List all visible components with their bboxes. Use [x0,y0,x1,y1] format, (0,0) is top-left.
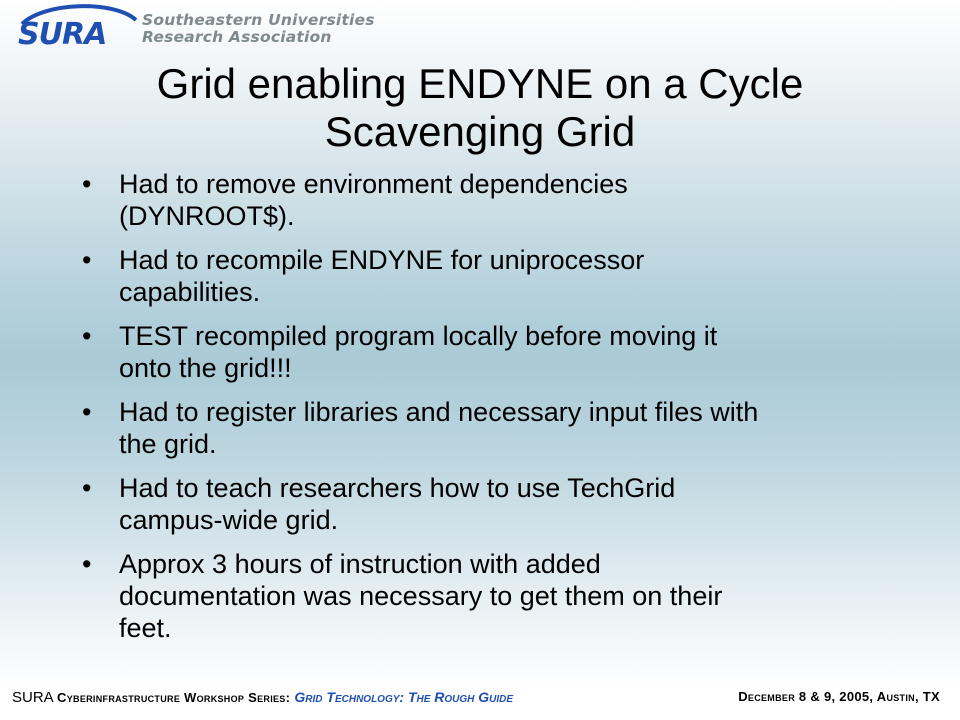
bullet-text [119,169,628,231]
org-name [142,12,375,46]
slide-title-line1: Grid enabling ENDYNE on a Cycle [156,60,804,107]
bullet-icon: • [82,169,92,199]
bullet-icon: • [82,321,92,351]
bullet-line: capabilities. [119,277,261,307]
sura-logo [14,4,140,48]
logo-text: SURA [18,17,107,48]
bullet-line: (DYNROOT$). [119,201,295,231]
footer-date-location: December 8 & 9, 2005, Austin, TX [738,689,940,704]
bullet-item-5 [82,472,912,536]
bullet-icon: • [82,549,92,579]
bullet-line: feet. [119,613,172,643]
slide-footer [12,686,940,710]
bullet-line: onto the grid!!! [119,353,292,383]
bullet-item-1 [82,168,912,232]
bullet-text [119,549,722,643]
bullet-icon: • [82,473,92,503]
bullet-item-3 [82,320,912,384]
bullet-icon: • [82,397,92,427]
bullet-icon: • [82,245,92,275]
bullet-line: Had to remove environment dependencies [119,169,628,199]
bullet-line: TEST recompiled program locally before moving it [119,321,718,351]
bullet-line: campus-wide grid. [119,505,339,535]
bullet-item-4 [82,396,912,460]
bullet-line: Approx 3 hours of instruction with added [119,549,601,579]
bullet-line: the grid. [119,429,217,459]
org-name-line1: Southeastern Universities [142,11,375,29]
footer-series-name: Grid Technology: The Rough Guide [294,689,514,705]
bullet-list [82,168,912,656]
footer-org: SURA [12,689,53,706]
footer-series-label: Cyberinfrastructure Workshop Series: [57,690,291,705]
bullet-text [119,473,675,535]
bullet-item-2 [82,244,912,308]
slide-title [0,60,960,156]
bullet-text [119,397,758,459]
bullet-item-6 [82,548,912,644]
bullet-text [119,245,644,307]
bullet-line: Had to teach researchers how to use TechGrid [119,473,676,503]
sura-header [14,4,374,48]
footer-series [12,686,513,709]
org-name-line2: Research Association [142,28,332,46]
slide-title-line2: Scavenging Grid [324,108,636,155]
bullet-line: Had to register libraries and necessary input files with [119,397,759,427]
bullet-line: Had to recompile ENDYNE for uniprocessor [119,245,645,275]
bullet-text [119,321,717,383]
bullet-line: documentation was necessary to get them on their [119,581,723,611]
